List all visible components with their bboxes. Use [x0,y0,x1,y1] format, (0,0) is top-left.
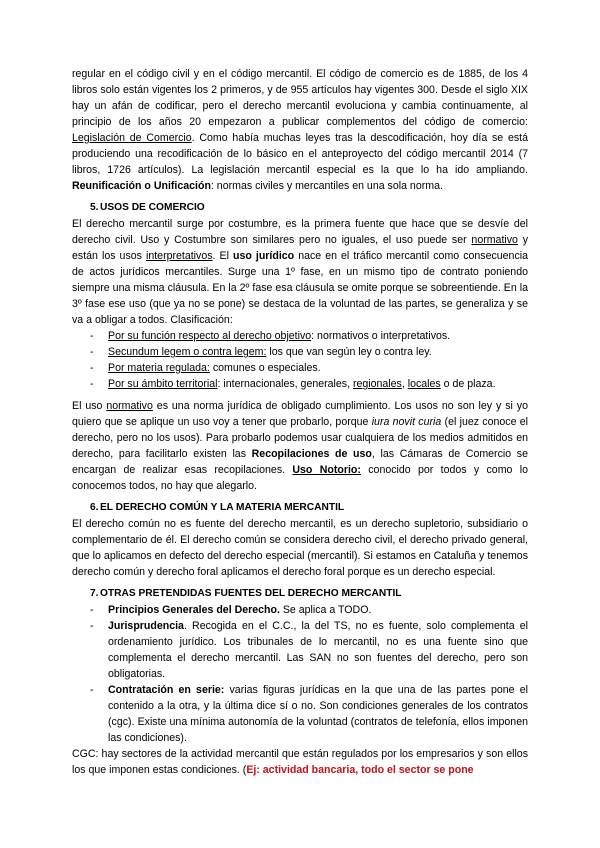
intro-text: regular en el código civil y en el código mercantil. El código de comercio es de 1885, de los 4 libros solo están vigentes los 2 primeros, y de 955 artículos hay vigentes 300. Desde el siglo XIX hay un afán de codificar, pero el derecho mercantil evoluciona y cambia continuamente, al principio de los años 20 empezaron a publicar complementos del código de comercio: [72,68,528,128]
other-sources-list [72,602,528,746]
text-run: nace en el tráfico mercantil como consecuencia de actos jurídicos mercantiles. Surge una 1º fase, en un mismo tipo de contrato poniendo siempre una misma cláusula. En la 2º fase esa cláusula se omite porque se sobreentiende. En la 3º fase ese uso (que ya no se pone) se destaca de la voluntad de las partes, se generaliza y se va a obligar a todos. Clasificación: [72,250,528,326]
intro-paragraph [72,66,528,194]
term-regionales: regionales [352,378,402,390]
reunificacion-term: Reunificación o Unificación [72,180,211,192]
text-run: y están los usos [72,234,528,262]
list-item-term: Secundum legem o contra legem: [108,346,267,358]
section-5-paragraph-2 [72,398,528,494]
list-item [72,602,528,618]
section-7-heading [72,586,528,602]
section-number: 7. [90,588,99,599]
list-item [72,360,528,376]
example-highlight: Ej: actividad bancaria, todo el sector se pone [246,764,474,776]
list-item-text: : internacionales, generales, [217,378,353,390]
intro-text-3: : normas civiles y mercantiles en una sola norma. [210,180,443,192]
list-item-term: Por materia regulada: [108,362,210,374]
term-uso-notorio: Uso Notorio: [292,464,361,476]
list-item-term: Jurisprudencia [108,620,184,632]
term-normativo: normativo [471,234,518,246]
term-uso-juridico: uso jurídico [233,250,295,262]
section-number: 6. [90,502,99,513]
list-item-text: los que van según ley o contra ley. [266,346,432,358]
text-run: , las Cámaras de Comercio se encargan de realizar esas recopilaciones. [72,448,528,476]
list-item-term: Por su ámbito territorial [108,378,218,390]
text-run: CGC: hay sectores de la actividad mercantil que están regulados por los empresarios y son ellos los que imponen estas condiciones. ( [72,748,528,776]
legislacion-link: Legislación de Comercio [72,132,192,144]
term-recopilaciones: Recopilaciones de uso [251,448,372,460]
list-item-text: o de plaza. [440,378,496,390]
list-item-text: . Recogida en el C.C., la del TS, no es fuente, solo complementa el ordenamiento jurídico. Los tribunales de lo mercantil, no es una fuente sino que complementa el derecho mercantil. Las SAN no son fuentes del derecho, pero son obligatorias. [108,620,528,680]
list-item-term: Principios Generales del Derecho. [108,604,280,616]
list-item-text: varias figuras jurídicas en la que una de las partes pone el contenido a la otra, y la última dice sí o no. Son condiciones generales de los contratos (cgc). Existe una mínima autonomía de la voluntad (contratos de telefonía, ellos imponen las condiciones). [108,684,528,744]
term-locales: locales [407,378,441,390]
intro-text-2: . Como había muchas leyes tras la descodificación, hoy día se está produciendo una recodificación de lo básico en el anteproyecto del código mercantil 2014 (7 libros, 1726 artículos). La legislación mercantil especial es la que lo ha ido ampliando. [72,132,528,176]
section-5-paragraph-1 [72,216,528,328]
term-normativo: normativo [106,400,153,412]
text-run: (el juez conoce el derecho, pero no los usos). Para probarlo podemos usar cualquiera de los medios admitidos en derecho, para facilitarlo existen las [72,416,528,460]
text-run: . El [212,250,233,262]
list-item-text: : normativos o interpretativos. [311,330,451,342]
text-run: conocido por todos y como lo conocemos todos, no hay que alegarlo. [72,464,528,492]
list-item-text: Se aplica a TODO. [279,604,372,616]
text-run: El uso [72,400,107,412]
section-title: EL DERECHO COMÚN Y LA MATERIA MERCANTIL [100,502,345,513]
list-item-text: , [401,378,408,390]
text-run: es una norma jurídica de obligado cumplimiento. Los usos no son ley y si yo quiero que se aplique un uso voy a tener que probarlo, porque [72,400,528,428]
term-interpretativos: interpretativos [145,250,213,262]
list-item-text: comunes o especiales. [209,362,321,374]
section-5-heading [72,200,528,216]
section-number: 5. [90,202,99,213]
section-6-paragraph: El derecho común no es fuente del derecho mercantil, es un derecho supletorio, subsidiario o complementario de él. El derecho común se considera derecho civil, el derecho privado general, que lo aplicamos en defecto del derecho especial (mercantil). Si estamos en Cataluña y tenemos derecho común y derecho foral aplicamos el derecho foral porque es un derecho especial. [72,518,528,578]
list-item [72,618,528,682]
section-title: USOS DE COMERCIO [100,202,205,213]
text-run: El derecho mercantil surge por costumbre, es la primera fuente que hace que se desvíe del derecho civil. Uso y Costumbre son similares pero no iguales, el uso puede ser [72,218,528,246]
section-6-heading [72,500,528,516]
list-item [72,682,528,746]
section-title: OTRAS PRETENDIDAS FUENTES DEL DERECHO MERCANTIL [100,588,402,599]
list-item-term: Contratación en serie: [108,684,225,696]
list-item [72,328,528,344]
cgc-paragraph [72,746,528,778]
list-item [72,376,528,392]
classification-list [72,328,528,392]
list-item [72,344,528,360]
term-iura-novit-curia: iura novit curia [371,416,442,428]
list-item-term: Por su función respecto al derecho objetivo [108,330,312,342]
